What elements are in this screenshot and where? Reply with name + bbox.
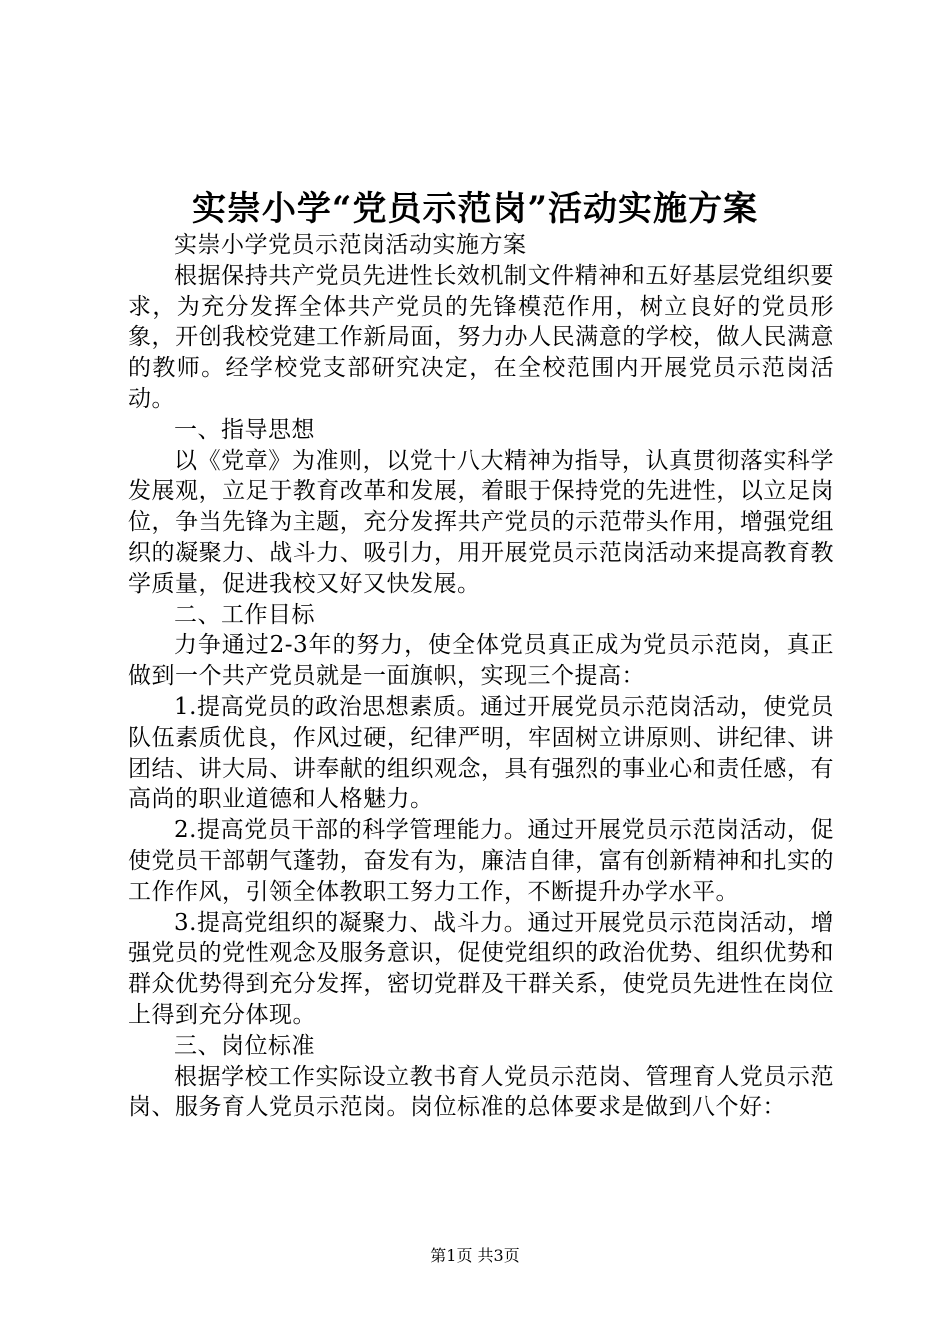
document-title: 实崇小学“党员示范岗”活动实施方案 xyxy=(191,189,759,229)
paragraph-subtitle: 实崇小学党员示范岗活动实施方案 xyxy=(174,232,527,258)
page-footer: 第1页 共3页 xyxy=(430,1246,520,1265)
paragraph-post-standards: 根据学校工作实际设立教书育人党员示范岗、管理育人党员示范岗、服务育人党员示范岗。岗位标准的总体要求是做到八个好： xyxy=(128,1063,834,1121)
list-item-goal-3: 3.提高党组织的凝聚力、战斗力。通过开展党员示范岗活动，增强党员的党性观念及服务意识，促使党组织的政治优势、组织优势和群众优势得到充分发挥，密切党群及干群关系，使党员先进性在岗位上得到充分体现。 xyxy=(128,909,834,1028)
document-body xyxy=(128,230,834,1123)
paragraph-intro: 根据保持共产党员先进性长效机制文件精神和五好基层党组织要求，为充分发挥全体共产党员的先锋模范作用，树立良好的党员形象，开创我校党建工作新局面，努力办人民满意的学校，做人民满意的教师。经学校党支部研究决定，在全校范围内开展党员示范岗活动。 xyxy=(128,262,834,412)
section-heading-work-goals: 二、工作目标 xyxy=(174,601,315,628)
paragraph-guiding-ideology: 以《党章》为准则，以党十八大精神为指导，认真贯彻落实科学发展观，立足于教育改革和发展，着眼于保持党的先进性，以立足岗位，争当先锋为主题，充分发挥共产党员的示范带头作用，增强党组织的凝聚力、战斗力、吸引力，用开展党员示范岗活动来提高教育教学质量，促进我校又好又快发展。 xyxy=(128,447,834,597)
paragraph-work-goals: 力争通过2-3年的努力，使全体党员真正成为党员示范岗，真正做到一个共产党员就是一面旗帜，实现三个提高： xyxy=(128,632,834,690)
list-item-goal-1: 1.提高党员的政治思想素质。通过开展党员示范岗活动，使党员队伍素质优良，作风过硬，纪律严明，牢固树立讲原则、讲纪律、讲团结、讲大局、讲奉献的组织观念，具有强烈的事业心和责任感，有高尚的职业道德和人格魅力。 xyxy=(128,693,834,813)
section-heading-guiding-ideology: 一、指导思想 xyxy=(174,416,315,443)
list-item-goal-2: 2.提高党员干部的科学管理能力。通过开展党员示范岗活动，促使党员干部朝气蓬勃，奋发有为，廉洁自律，富有创新精神和扎实的工作作风，引领全体教职工努力工作，不断提升办学水平。 xyxy=(128,817,834,905)
section-heading-post-standards: 三、岗位标准 xyxy=(174,1032,315,1059)
